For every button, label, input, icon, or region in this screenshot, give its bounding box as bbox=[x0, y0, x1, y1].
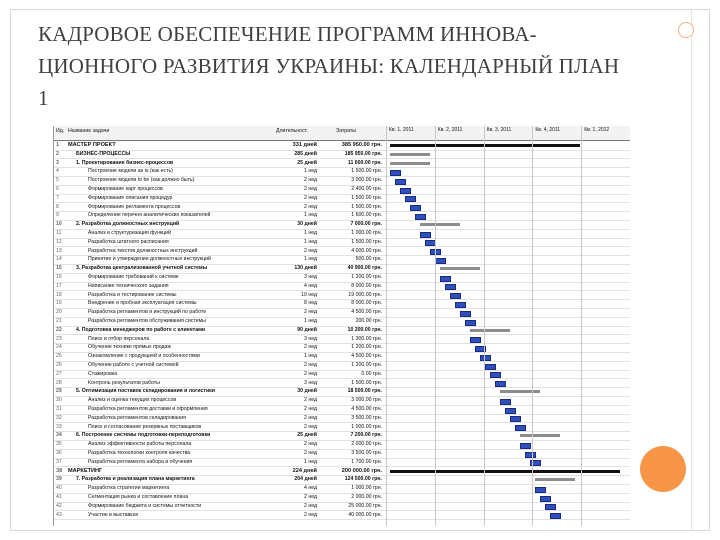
task-cost: 3 500.00 грн. bbox=[351, 414, 382, 421]
task-name: Построение модели as is (как есть) bbox=[88, 168, 173, 175]
task-cost: 200.00 грн. bbox=[355, 318, 382, 324]
task-cost: 18 500.00 грн. bbox=[347, 388, 382, 395]
task-cost: 1 500.00 грн. bbox=[351, 168, 382, 175]
task-bar bbox=[540, 496, 551, 502]
task-id: 40 bbox=[56, 485, 62, 492]
task-duration: 2 нед bbox=[304, 441, 317, 448]
task-bar bbox=[445, 284, 456, 290]
phase-summary-bar bbox=[390, 153, 430, 156]
task-duration: 285 дней bbox=[294, 150, 317, 157]
gantt-task-row bbox=[54, 256, 630, 265]
task-duration: 331 дней bbox=[292, 142, 317, 148]
task-cost: 124 500.00 грн. bbox=[344, 476, 382, 483]
task-duration: 2 нед bbox=[304, 494, 317, 500]
gantt-task-row bbox=[54, 309, 630, 318]
task-id: 18 bbox=[56, 291, 62, 298]
task-duration: 1 нед bbox=[304, 353, 317, 360]
timeline-quarter-label: Кв. 2, 2011 bbox=[437, 127, 463, 133]
task-cost: 10 200.00 грн. bbox=[347, 326, 382, 333]
task-name: 6. Построение системы подготовки-переподготовки bbox=[76, 432, 211, 439]
task-id: 8 bbox=[56, 203, 59, 210]
task-cost: 3 000.00 грн. bbox=[351, 397, 382, 404]
task-id: 17 bbox=[56, 282, 62, 289]
gantt-task-row bbox=[54, 441, 630, 450]
task-name: Поиск и отбор персонала bbox=[88, 335, 150, 342]
gantt-task-row bbox=[54, 485, 630, 494]
header-id: Ид. bbox=[56, 128, 65, 134]
timeline-quarter bbox=[484, 126, 534, 140]
task-id: 1 bbox=[56, 142, 60, 148]
task-duration: 2 нед bbox=[304, 502, 317, 509]
phase-summary-bar bbox=[420, 223, 460, 226]
task-id: 6 bbox=[56, 186, 59, 192]
task-name: Построение модели to be (как должно быть) bbox=[88, 177, 195, 184]
task-name: Разработка штатного расписания bbox=[88, 238, 169, 245]
gantt-task-row bbox=[54, 204, 630, 213]
task-name: Стажировка bbox=[88, 370, 118, 377]
gantt-task-row bbox=[54, 168, 630, 177]
gantt-task-row bbox=[54, 344, 630, 353]
task-bar bbox=[465, 320, 476, 326]
task-name: Ознакомление с продукцией и особенностями bbox=[88, 353, 200, 360]
slide-title-line: КАДРОВОЕ ОБЕСПЕЧЕНИЕ ПРОГРАММ ИННОВА- bbox=[38, 22, 537, 46]
task-cost: 7 000.00 грн. bbox=[350, 221, 382, 228]
gantt-task-row bbox=[54, 371, 630, 380]
task-duration: 30 дней bbox=[297, 221, 317, 228]
task-duration: 4 нед bbox=[304, 282, 317, 289]
task-id: 4 bbox=[56, 168, 59, 175]
task-duration: 3 нед bbox=[304, 379, 317, 386]
task-bar bbox=[410, 205, 421, 211]
task-id: 43 bbox=[56, 511, 62, 518]
gantt-task-row bbox=[54, 230, 630, 239]
task-name: Разработка регламентов и инструкций по работе bbox=[88, 309, 207, 316]
task-duration: 2 нед bbox=[304, 247, 317, 254]
task-cost: 1 300.00 грн. bbox=[351, 335, 382, 342]
gantt-chart bbox=[53, 126, 630, 526]
phase-summary-bar bbox=[500, 390, 540, 393]
task-duration: 2 нед bbox=[304, 511, 317, 518]
task-cost: 500.00 грн. bbox=[355, 256, 382, 263]
task-name: 2. Разработка должностных инструкций bbox=[76, 221, 180, 228]
gantt-task-row bbox=[54, 239, 630, 248]
gantt-task-row bbox=[54, 432, 630, 441]
task-duration: 1 нед bbox=[304, 168, 317, 175]
gantt-task-row bbox=[54, 380, 630, 389]
task-name: Контроль результатов работы bbox=[88, 379, 160, 386]
task-name: Разработка текстов должностных инструкций bbox=[88, 247, 198, 254]
phase-summary-bar bbox=[520, 434, 560, 437]
task-id: 36 bbox=[56, 450, 62, 456]
task-bar bbox=[500, 399, 511, 405]
task-duration: 1 нед bbox=[304, 318, 317, 324]
task-bar bbox=[480, 355, 491, 361]
task-duration: 204 дней bbox=[294, 476, 317, 483]
timeline-quarter bbox=[532, 126, 582, 140]
gantt-task-row bbox=[54, 494, 630, 503]
task-name: Анализ эффективности работы персонала bbox=[88, 441, 192, 448]
task-duration: 1 нед bbox=[304, 458, 317, 465]
task-bar bbox=[515, 425, 526, 431]
task-id: 10 bbox=[56, 221, 62, 228]
task-name: Разработка регламентов обслуживания системы bbox=[88, 318, 206, 324]
task-bar bbox=[440, 276, 451, 282]
task-cost: 200 000.00 грн. bbox=[341, 467, 382, 474]
task-id: 16 bbox=[56, 274, 62, 280]
task-id: 19 bbox=[56, 300, 62, 307]
task-name: Разработка стратегии маркетинга bbox=[88, 485, 170, 492]
project-summary-bar bbox=[390, 470, 620, 473]
task-bar bbox=[435, 258, 446, 264]
task-id: 20 bbox=[56, 309, 62, 316]
timeline-gridline bbox=[435, 126, 436, 526]
gantt-task-row bbox=[54, 292, 630, 301]
task-bar bbox=[485, 364, 496, 370]
task-cost: 11 600.00 грн. bbox=[347, 159, 382, 166]
gantt-task-row bbox=[54, 300, 630, 309]
task-id: 25 bbox=[56, 353, 62, 360]
task-name: Участие в выставках bbox=[88, 511, 139, 518]
task-name: МАСТЕР ПРОЕКТ bbox=[68, 142, 116, 148]
task-name: Формирование карт процессов bbox=[88, 186, 163, 192]
timeline-quarter bbox=[435, 126, 485, 140]
decorative-circle-outline bbox=[678, 22, 694, 38]
slide-title-line: 1 bbox=[38, 86, 49, 110]
task-id: 33 bbox=[56, 423, 62, 430]
timeline-quarter bbox=[581, 126, 630, 140]
task-id: 14 bbox=[56, 256, 62, 263]
timeline-quarter-label: Кв. 1, 2012 bbox=[584, 127, 610, 133]
task-duration: 90 дней bbox=[297, 326, 317, 333]
task-cost: 1 200.00 грн. bbox=[351, 362, 382, 368]
gantt-task-row bbox=[54, 512, 630, 521]
task-cost: 1 600.00 грн. bbox=[351, 212, 382, 219]
task-cost: 8 000.00 грн. bbox=[351, 282, 382, 289]
task-duration: 2 нед bbox=[304, 370, 317, 377]
task-id: 9 bbox=[56, 212, 59, 219]
task-duration: 2 нед bbox=[304, 177, 317, 184]
task-cost: 1 000.00 грн. bbox=[351, 230, 382, 236]
gantt-task-row bbox=[54, 212, 630, 221]
task-name: МАРКЕТИНГ bbox=[68, 467, 103, 474]
task-duration: 2 нед bbox=[304, 414, 317, 421]
task-duration: 2 нед bbox=[304, 362, 317, 368]
task-name: Формирование бюджета и системы отчетности bbox=[88, 502, 202, 509]
task-bar bbox=[550, 513, 561, 519]
task-name: Разработка и тестирование системы bbox=[88, 291, 177, 298]
task-id: 35 bbox=[56, 441, 62, 448]
task-bar bbox=[510, 416, 521, 422]
task-cost: 3 000.00 грн. bbox=[351, 177, 382, 184]
gantt-task-row bbox=[54, 274, 630, 283]
task-duration: 2 нед bbox=[304, 423, 317, 430]
task-cost: 4 000.00 грн. bbox=[351, 247, 382, 254]
task-cost: 4 500.00 грн. bbox=[351, 309, 382, 316]
task-id: 30 bbox=[56, 397, 62, 404]
task-name: Внедрение и пробная эксплуатация системы bbox=[88, 300, 197, 307]
task-duration: 1 нед bbox=[304, 230, 317, 236]
slide-title-line: ЦИОННОГО РАЗВИТИЯ УКРАИНЫ: КАЛЕНДАРНЫЙ ПЛАН bbox=[38, 54, 620, 78]
task-name: Обучение технике прямых продаж bbox=[88, 344, 171, 351]
task-duration: 25 дней bbox=[297, 432, 317, 439]
task-duration: 3 нед bbox=[304, 274, 317, 280]
task-duration: 25 дней bbox=[297, 159, 317, 166]
task-bar bbox=[545, 504, 556, 510]
task-duration: 2 нед bbox=[304, 406, 317, 412]
task-name: Разработка регламента набора и обучения bbox=[88, 458, 193, 465]
task-id: 39 bbox=[56, 476, 62, 483]
gantt-task-row bbox=[54, 353, 630, 362]
slide-right-rule bbox=[691, 9, 692, 531]
task-cost: 40 000.00 грн. bbox=[348, 511, 382, 518]
task-id: 15 bbox=[56, 265, 62, 272]
task-cost: 1 500.00 грн. bbox=[351, 194, 382, 201]
gantt-task-row bbox=[54, 318, 630, 327]
task-bar bbox=[495, 381, 506, 387]
task-bar bbox=[395, 179, 406, 185]
task-bar bbox=[415, 214, 426, 220]
task-cost: 7 200.00 грн. bbox=[350, 432, 382, 439]
gantt-task-row bbox=[54, 362, 630, 371]
task-id: 21 bbox=[56, 318, 62, 324]
phase-summary-bar bbox=[440, 267, 480, 270]
task-name: Разработка технологии контроля качества bbox=[88, 450, 191, 456]
task-duration: 2 нед bbox=[304, 309, 317, 316]
task-bar bbox=[455, 302, 466, 308]
task-id: 41 bbox=[56, 494, 62, 500]
task-duration: 30 дней bbox=[297, 388, 317, 395]
task-name: 5. Оптимизация поставок складирования и логистики bbox=[76, 388, 215, 395]
gantt-header bbox=[54, 126, 630, 141]
task-name: Поиск и согласование резервных поставщиков bbox=[88, 423, 202, 430]
task-cost: 4 500.00 грн. bbox=[351, 353, 382, 360]
task-name: 7. Разработка и реализация плана маркетинга bbox=[76, 476, 195, 483]
gantt-task-row bbox=[54, 177, 630, 186]
gantt-task-row bbox=[54, 195, 630, 204]
gantt-task-row bbox=[54, 160, 630, 169]
task-name: БИЗНЕС-ПРОЦЕССЫ bbox=[76, 150, 131, 157]
task-cost: 0.00 грн. bbox=[361, 370, 382, 377]
task-name: Сегментация рынка и составление плана bbox=[88, 494, 189, 500]
task-id: 23 bbox=[56, 335, 62, 342]
task-name: Разработка регламентов складирования bbox=[88, 414, 186, 421]
task-id: 29 bbox=[56, 388, 62, 395]
task-cost: 1 000.00 грн. bbox=[351, 423, 382, 430]
task-id: 7 bbox=[56, 194, 59, 201]
task-bar bbox=[505, 408, 516, 414]
timeline-quarter-label: Кв. 1, 2011 bbox=[389, 127, 414, 133]
task-bar bbox=[520, 443, 531, 449]
gantt-task-row bbox=[54, 450, 630, 459]
task-id: 42 bbox=[56, 502, 62, 509]
gantt-task-row bbox=[54, 406, 630, 415]
task-bar bbox=[470, 337, 481, 343]
gantt-task-row bbox=[54, 468, 630, 477]
task-duration: 2 нед bbox=[304, 344, 317, 351]
task-id: 22 bbox=[56, 326, 62, 333]
task-cost: 4 500.00 грн. bbox=[351, 406, 382, 412]
header-cost: Затраты bbox=[336, 128, 357, 134]
task-duration: 2 нед bbox=[304, 397, 317, 404]
task-cost: 25 000.00 грн. bbox=[348, 502, 382, 509]
gantt-task-row bbox=[54, 415, 630, 424]
task-id: 26 bbox=[56, 362, 62, 368]
task-duration: 2 нед bbox=[304, 203, 317, 210]
task-cost: 2 000.00 грн. bbox=[351, 441, 382, 448]
task-cost: 185 950.00 грн. bbox=[344, 150, 382, 157]
gantt-task-row bbox=[54, 221, 630, 230]
gantt-task-row bbox=[54, 283, 630, 292]
task-id: 3 bbox=[56, 159, 59, 166]
task-name: Анализ и структуризация функций bbox=[88, 230, 171, 236]
task-duration: 224 дней bbox=[292, 467, 317, 474]
task-bar bbox=[405, 196, 416, 202]
timeline-gridline bbox=[386, 126, 387, 526]
gantt-task-row bbox=[54, 327, 630, 336]
task-id: 28 bbox=[56, 379, 62, 386]
task-name: 1. Проектирование бизнес-процессов bbox=[76, 159, 174, 166]
task-duration: 130 дней bbox=[294, 265, 317, 272]
task-bar bbox=[525, 452, 536, 458]
task-cost: 385 950.00 грн. bbox=[341, 142, 382, 148]
task-duration: 1 нед bbox=[304, 238, 317, 245]
task-cost: 1 000.00 грн. bbox=[351, 485, 382, 492]
gantt-task-row bbox=[54, 265, 630, 274]
phase-summary-bar bbox=[535, 478, 575, 481]
task-bar bbox=[390, 170, 401, 176]
task-duration: 4 нед bbox=[304, 485, 317, 492]
task-name: Формирование описания процедур bbox=[88, 194, 173, 201]
gantt-task-row bbox=[54, 151, 630, 160]
task-cost: 1 200.00 грн. bbox=[351, 274, 382, 280]
header-name: Название задачи bbox=[68, 128, 110, 134]
task-id: 5 bbox=[56, 177, 59, 184]
timeline-gridline bbox=[484, 126, 485, 526]
task-id: 12 bbox=[56, 238, 62, 245]
task-duration: 2 нед bbox=[304, 450, 317, 456]
task-duration: 2 нед bbox=[304, 194, 317, 201]
decorative-circle-orange bbox=[640, 446, 686, 492]
gantt-task-row bbox=[54, 248, 630, 257]
task-duration: 10 нед bbox=[301, 291, 317, 298]
task-id: 11 bbox=[56, 230, 62, 236]
gantt-task-row bbox=[54, 388, 630, 397]
timeline-quarter-label: Кв. 3, 2011 bbox=[486, 127, 512, 133]
task-name: Формирование регламента процессов bbox=[88, 203, 181, 210]
task-cost: 1 500.00 грн. bbox=[351, 238, 382, 245]
task-cost: 1 700.00 грн. bbox=[351, 458, 382, 465]
timeline-gridline bbox=[581, 126, 582, 526]
task-cost: 19 000.00 грн. bbox=[348, 291, 382, 298]
task-duration: 8 нед bbox=[304, 300, 317, 307]
task-id: 34 bbox=[56, 432, 62, 439]
task-id: 27 bbox=[56, 370, 62, 377]
task-bar bbox=[400, 188, 411, 194]
task-name: Написание технического задания bbox=[88, 282, 169, 289]
task-id: 38 bbox=[56, 467, 63, 474]
timeline-gridline bbox=[532, 126, 533, 526]
task-name: 4. Подготовка менеджеров по работе с клиентами bbox=[76, 326, 206, 333]
task-id: 32 bbox=[56, 414, 62, 421]
gantt-task-row bbox=[54, 397, 630, 406]
task-cost: 1 500.00 грн. bbox=[351, 203, 382, 210]
slide-title bbox=[38, 18, 658, 114]
task-name: Обучение работе с учетной системой bbox=[88, 362, 179, 368]
timeline-quarter-label: Кв. 4, 2011 bbox=[535, 127, 561, 133]
task-bar bbox=[535, 487, 546, 493]
gantt-task-row bbox=[54, 459, 630, 468]
task-bar bbox=[490, 372, 501, 378]
task-bar bbox=[450, 293, 461, 299]
task-id: 37 bbox=[56, 458, 62, 465]
task-cost: 3 500.00 грн. bbox=[351, 450, 382, 456]
gantt-task-row bbox=[54, 336, 630, 345]
task-name: Анализ и оценка текущих процессов bbox=[88, 397, 177, 404]
task-name: Разработка регламентов доставки и оформления bbox=[88, 406, 208, 412]
task-cost: 2 400.00 грн. bbox=[351, 186, 382, 192]
task-cost: 1 200.00 грн. bbox=[351, 344, 382, 351]
task-bar bbox=[460, 311, 471, 317]
task-cost: 8 000.00 грн. bbox=[351, 300, 382, 307]
task-cost: 1 500.00 грн. bbox=[351, 379, 382, 386]
header-duration: Длительност. bbox=[276, 128, 308, 134]
task-name: Формирование требований к системе bbox=[88, 274, 179, 280]
gantt-task-row bbox=[54, 186, 630, 195]
gantt-task-row bbox=[54, 476, 630, 485]
gantt-task-row bbox=[54, 142, 630, 151]
task-duration: 2 нед bbox=[304, 186, 317, 192]
task-cost: 40 900.00 грн. bbox=[347, 265, 382, 272]
task-id: 31 bbox=[56, 406, 62, 412]
task-duration: 1 нед bbox=[304, 212, 317, 219]
task-duration: 1 нед bbox=[304, 256, 317, 263]
task-cost: 2 000.00 грн. bbox=[351, 494, 382, 500]
phase-summary-bar bbox=[390, 162, 430, 165]
timeline-quarter bbox=[386, 126, 436, 140]
gantt-task-row bbox=[54, 503, 630, 512]
task-id: 13 bbox=[56, 247, 62, 254]
task-duration: 3 нед bbox=[304, 335, 317, 342]
task-name: 3. Разработка централизованной учетной системы bbox=[76, 265, 208, 272]
gantt-task-row bbox=[54, 424, 630, 433]
phase-summary-bar bbox=[470, 329, 510, 332]
task-bar bbox=[420, 232, 431, 238]
task-name: Определение перечня аналитических показателей bbox=[88, 212, 211, 219]
task-name: Принятие и утверждение должностных инструкций bbox=[88, 256, 211, 263]
task-id: 2 bbox=[56, 150, 59, 157]
task-id: 24 bbox=[56, 344, 62, 351]
project-summary-bar bbox=[390, 144, 580, 147]
